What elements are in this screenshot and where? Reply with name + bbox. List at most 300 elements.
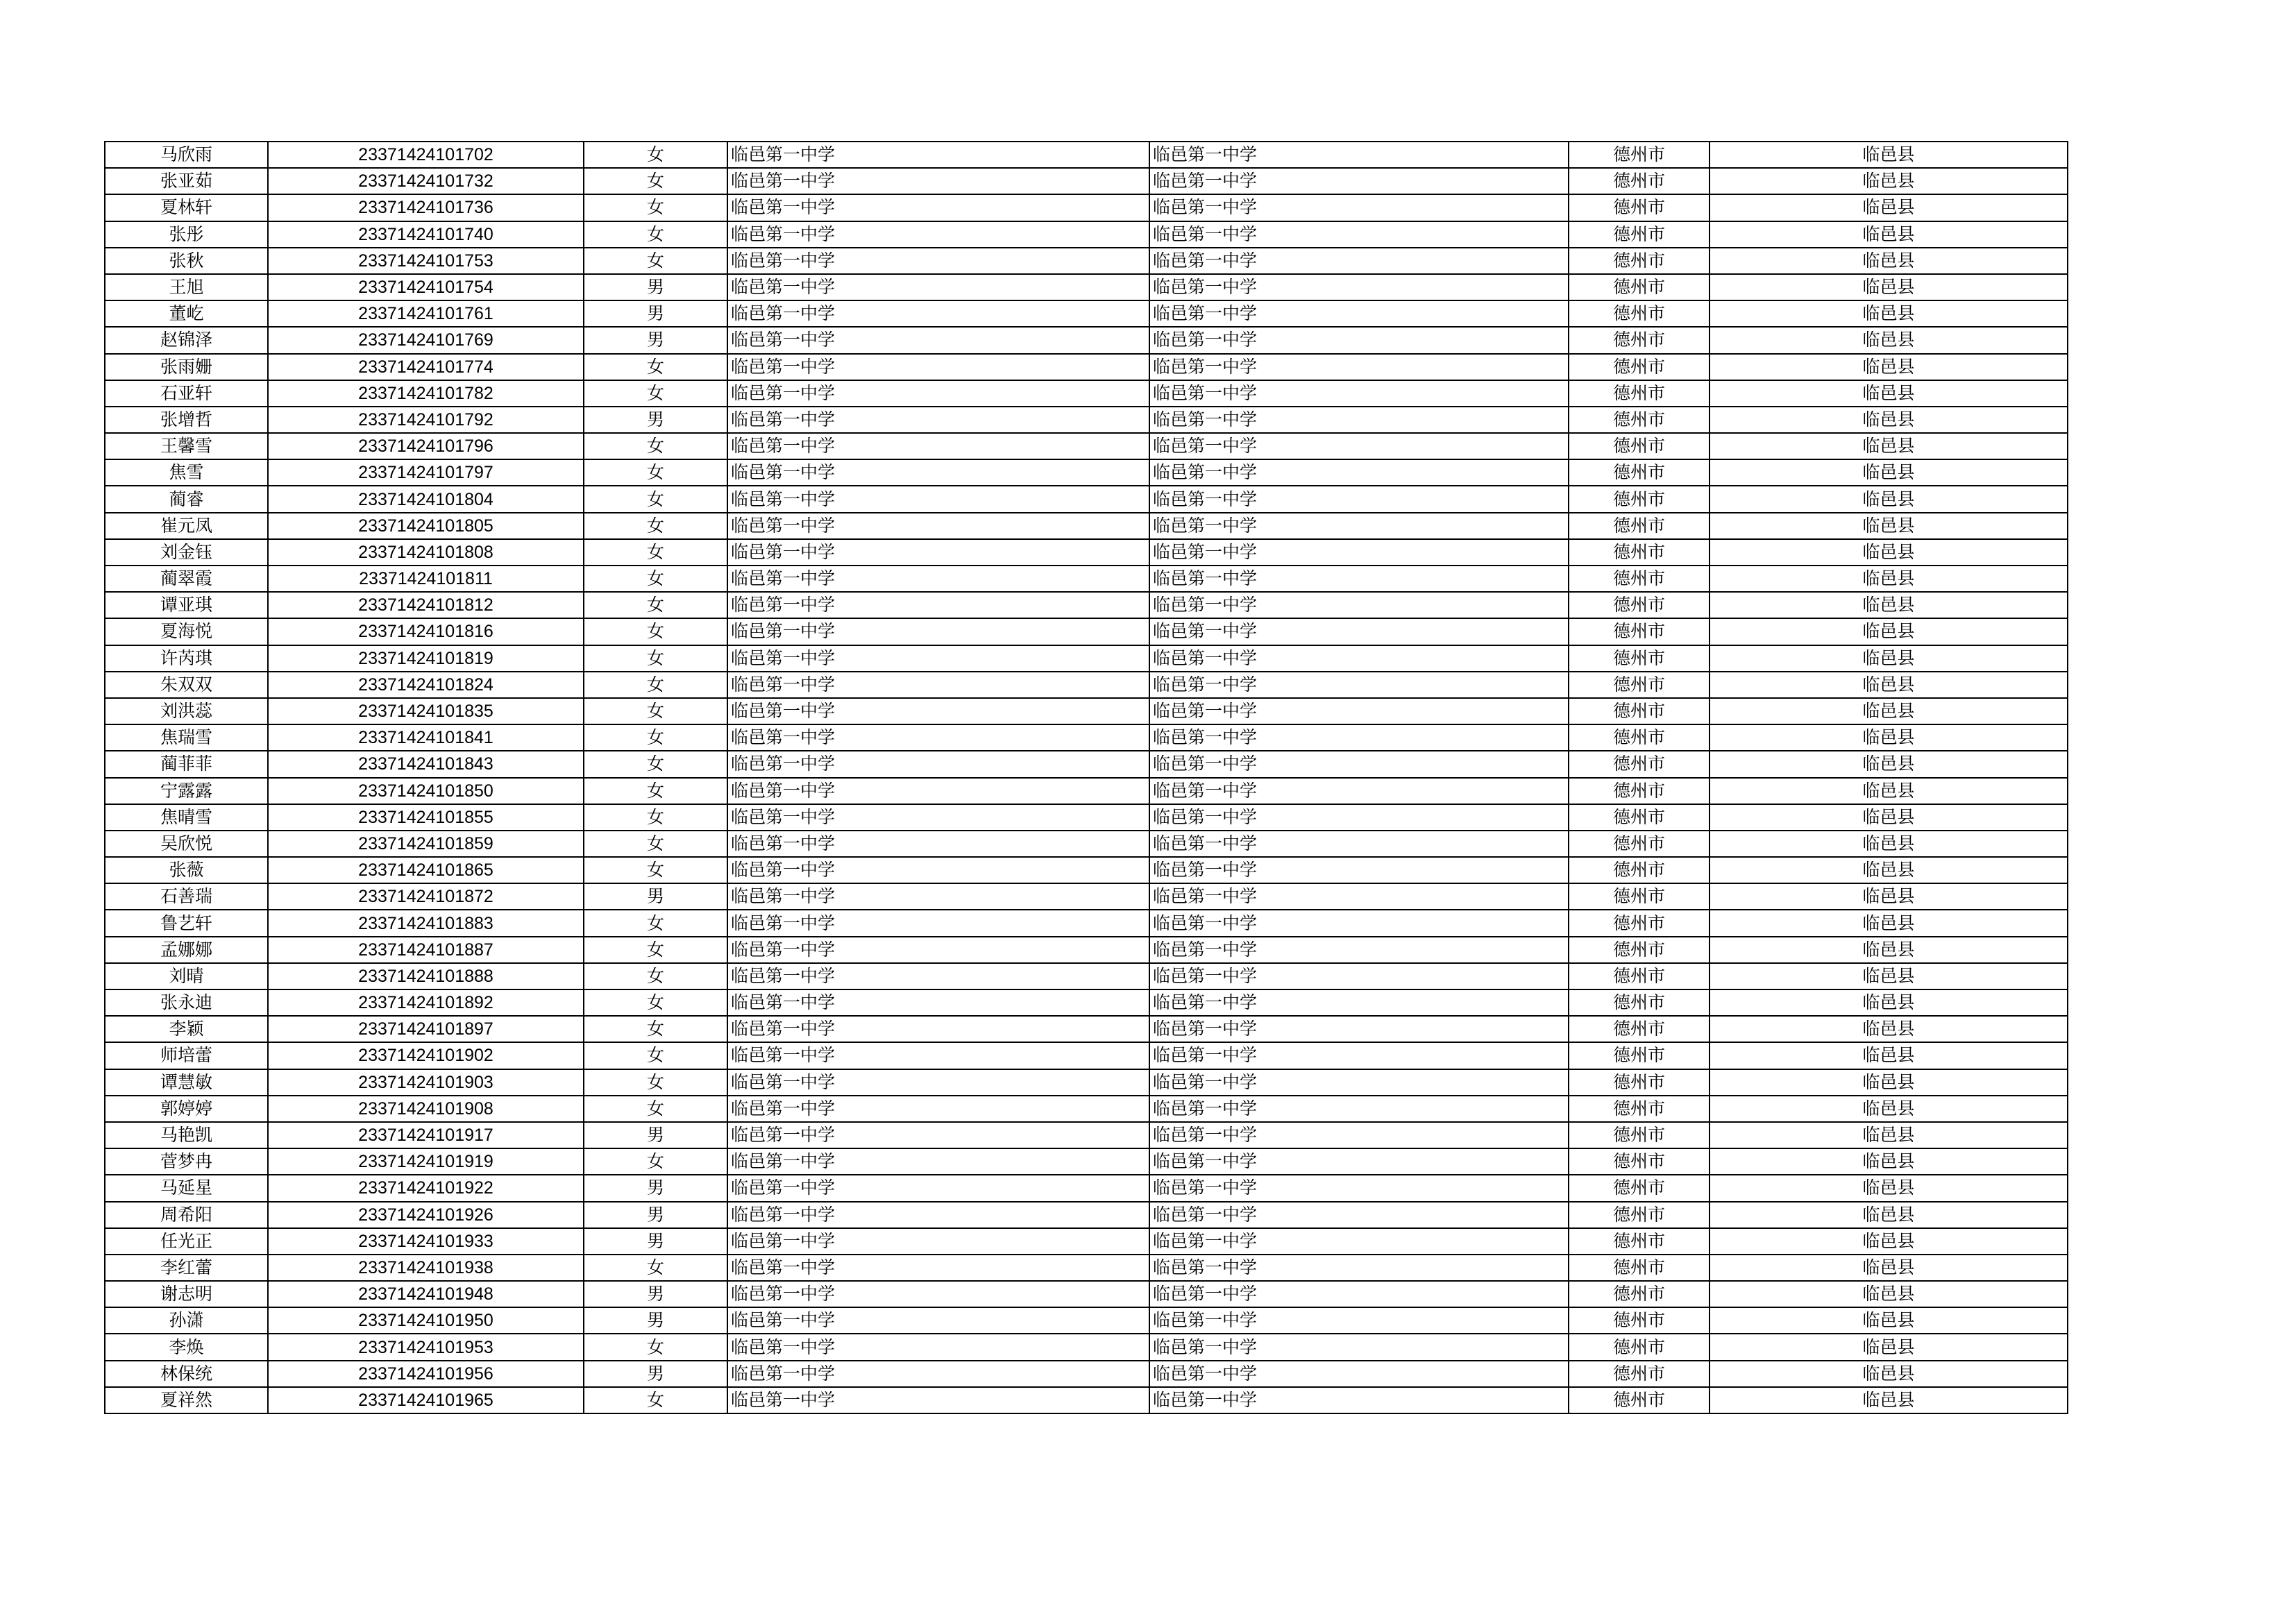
school-cell: 临邑第一中学 — [727, 142, 1149, 168]
school-cell: 临邑第一中学 — [727, 672, 1149, 698]
city-cell: 德州市 — [1569, 142, 1710, 168]
school-secondary-cell: 临邑第一中学 — [1149, 221, 1569, 248]
student-name-cell: 王馨雪 — [105, 433, 268, 459]
county-cell: 临邑县 — [1710, 1334, 2068, 1360]
school-secondary-cell: 临邑第一中学 — [1149, 433, 1569, 459]
county-cell: 临邑县 — [1710, 1096, 2068, 1122]
gender-cell: 女 — [584, 248, 727, 274]
school-cell: 临邑第一中学 — [727, 724, 1149, 751]
gender-cell: 女 — [584, 380, 727, 407]
county-cell: 临邑县 — [1710, 1122, 2068, 1148]
county-cell: 临邑县 — [1710, 248, 2068, 274]
school-secondary-cell: 临邑第一中学 — [1149, 194, 1569, 221]
county-cell: 临邑县 — [1710, 778, 2068, 804]
table-row — [105, 300, 2068, 327]
school-secondary-cell: 临邑第一中学 — [1149, 831, 1569, 857]
table-row — [105, 963, 2068, 989]
city-cell: 德州市 — [1569, 778, 1710, 804]
gender-cell: 女 — [584, 566, 727, 592]
school-cell: 临邑第一中学 — [727, 857, 1149, 883]
school-secondary-cell: 临邑第一中学 — [1149, 989, 1569, 1016]
table-row — [105, 1016, 2068, 1042]
exam-id-cell: 23371424101732 — [268, 168, 584, 194]
gender-cell: 女 — [584, 989, 727, 1016]
county-cell: 临邑县 — [1710, 1042, 2068, 1069]
table-row — [105, 486, 2068, 512]
city-cell: 德州市 — [1569, 1255, 1710, 1281]
table-row — [105, 459, 2068, 486]
school-cell: 临邑第一中学 — [727, 1016, 1149, 1042]
student-name-cell: 张亚茹 — [105, 168, 268, 194]
school-cell: 临邑第一中学 — [727, 831, 1149, 857]
school-cell: 临邑第一中学 — [727, 1096, 1149, 1122]
gender-cell: 女 — [584, 857, 727, 883]
student-name-cell: 李颖 — [105, 1016, 268, 1042]
table-row — [105, 1228, 2068, 1255]
exam-id-cell: 23371424101805 — [268, 513, 584, 539]
city-cell: 德州市 — [1569, 221, 1710, 248]
city-cell: 德州市 — [1569, 380, 1710, 407]
county-cell: 临邑县 — [1710, 274, 2068, 300]
exam-id-cell: 23371424101859 — [268, 831, 584, 857]
table-row — [105, 380, 2068, 407]
gender-cell: 女 — [584, 1255, 727, 1281]
city-cell: 德州市 — [1569, 1042, 1710, 1069]
school-cell: 临邑第一中学 — [727, 274, 1149, 300]
gender-cell: 女 — [584, 672, 727, 698]
county-cell: 临邑县 — [1710, 459, 2068, 486]
school-cell: 临邑第一中学 — [727, 910, 1149, 936]
school-secondary-cell: 临邑第一中学 — [1149, 168, 1569, 194]
school-cell: 临邑第一中学 — [727, 1387, 1149, 1413]
exam-id-cell: 23371424101702 — [268, 142, 584, 168]
table-body — [105, 142, 2068, 1413]
county-cell: 临邑县 — [1710, 1361, 2068, 1387]
city-cell: 德州市 — [1569, 539, 1710, 566]
exam-id-cell: 23371424101797 — [268, 459, 584, 486]
gender-cell: 男 — [584, 1122, 727, 1148]
gender-cell: 女 — [584, 963, 727, 989]
exam-id-cell: 23371424101953 — [268, 1334, 584, 1360]
county-cell: 临邑县 — [1710, 883, 2068, 910]
student-name-cell: 赵锦泽 — [105, 327, 268, 353]
county-cell: 临邑县 — [1710, 513, 2068, 539]
gender-cell: 女 — [584, 539, 727, 566]
student-name-cell: 谭慧敏 — [105, 1069, 268, 1096]
exam-id-cell: 23371424101761 — [268, 300, 584, 327]
table-row — [105, 592, 2068, 618]
city-cell: 德州市 — [1569, 1148, 1710, 1175]
school-cell: 临邑第一中学 — [727, 539, 1149, 566]
exam-id-cell: 23371424101965 — [268, 1387, 584, 1413]
county-cell: 临邑县 — [1710, 857, 2068, 883]
gender-cell: 男 — [584, 1202, 727, 1228]
school-cell: 临邑第一中学 — [727, 300, 1149, 327]
city-cell: 德州市 — [1569, 248, 1710, 274]
county-cell: 临邑县 — [1710, 327, 2068, 353]
table-row — [105, 433, 2068, 459]
exam-id-cell: 23371424101897 — [268, 1016, 584, 1042]
school-secondary-cell: 临邑第一中学 — [1149, 459, 1569, 486]
city-cell: 德州市 — [1569, 1096, 1710, 1122]
student-name-cell: 张秋 — [105, 248, 268, 274]
school-secondary-cell: 临邑第一中学 — [1149, 698, 1569, 724]
gender-cell: 女 — [584, 724, 727, 751]
school-secondary-cell: 临邑第一中学 — [1149, 1175, 1569, 1201]
city-cell: 德州市 — [1569, 1228, 1710, 1255]
student-name-cell: 董屹 — [105, 300, 268, 327]
school-secondary-cell: 临邑第一中学 — [1149, 248, 1569, 274]
county-cell: 临邑县 — [1710, 194, 2068, 221]
school-cell: 临邑第一中学 — [727, 1255, 1149, 1281]
county-cell: 临邑县 — [1710, 1175, 2068, 1201]
school-cell: 临邑第一中学 — [727, 1175, 1149, 1201]
school-secondary-cell: 临邑第一中学 — [1149, 1361, 1569, 1387]
school-cell: 临邑第一中学 — [727, 354, 1149, 380]
student-name-cell: 许芮琪 — [105, 645, 268, 672]
school-secondary-cell: 临邑第一中学 — [1149, 1148, 1569, 1175]
student-name-cell: 蔺菲菲 — [105, 751, 268, 777]
table-row — [105, 778, 2068, 804]
school-secondary-cell: 临邑第一中学 — [1149, 513, 1569, 539]
gender-cell: 男 — [584, 407, 727, 433]
student-name-cell: 林保统 — [105, 1361, 268, 1387]
exam-id-cell: 23371424101754 — [268, 274, 584, 300]
county-cell: 临邑县 — [1710, 1307, 2068, 1334]
exam-id-cell: 23371424101792 — [268, 407, 584, 433]
school-cell: 临邑第一中学 — [727, 1281, 1149, 1307]
school-secondary-cell: 临邑第一中学 — [1149, 1228, 1569, 1255]
exam-id-cell: 23371424101926 — [268, 1202, 584, 1228]
student-name-cell: 焦晴雪 — [105, 804, 268, 831]
county-cell: 临邑县 — [1710, 592, 2068, 618]
exam-id-cell: 23371424101816 — [268, 618, 584, 645]
exam-id-cell: 23371424101919 — [268, 1148, 584, 1175]
school-secondary-cell: 临邑第一中学 — [1149, 274, 1569, 300]
exam-id-cell: 23371424101736 — [268, 194, 584, 221]
gender-cell: 女 — [584, 592, 727, 618]
gender-cell: 男 — [584, 883, 727, 910]
table-row — [105, 751, 2068, 777]
county-cell: 临邑县 — [1710, 672, 2068, 698]
exam-id-cell: 23371424101887 — [268, 937, 584, 963]
school-secondary-cell: 临邑第一中学 — [1149, 645, 1569, 672]
table-row — [105, 1148, 2068, 1175]
city-cell: 德州市 — [1569, 937, 1710, 963]
student-name-cell: 崔元凤 — [105, 513, 268, 539]
city-cell: 德州市 — [1569, 274, 1710, 300]
city-cell: 德州市 — [1569, 618, 1710, 645]
table-row — [105, 274, 2068, 300]
school-cell: 临邑第一中学 — [727, 407, 1149, 433]
student-list-table — [104, 141, 2068, 1414]
school-cell: 临邑第一中学 — [727, 618, 1149, 645]
school-secondary-cell: 临邑第一中学 — [1149, 1387, 1569, 1413]
county-cell: 临邑县 — [1710, 618, 2068, 645]
table-row — [105, 1042, 2068, 1069]
student-name-cell: 焦雪 — [105, 459, 268, 486]
gender-cell: 男 — [584, 1307, 727, 1334]
city-cell: 德州市 — [1569, 989, 1710, 1016]
exam-id-cell: 23371424101883 — [268, 910, 584, 936]
county-cell: 临邑县 — [1710, 1069, 2068, 1096]
student-name-cell: 夏祥然 — [105, 1387, 268, 1413]
school-secondary-cell: 临邑第一中学 — [1149, 142, 1569, 168]
student-name-cell: 张彤 — [105, 221, 268, 248]
exam-id-cell: 23371424101908 — [268, 1096, 584, 1122]
school-secondary-cell: 临邑第一中学 — [1149, 486, 1569, 512]
table-row — [105, 1096, 2068, 1122]
table-row — [105, 194, 2068, 221]
table-row — [105, 221, 2068, 248]
gender-cell: 女 — [584, 831, 727, 857]
gender-cell: 女 — [584, 645, 727, 672]
exam-id-cell: 23371424101835 — [268, 698, 584, 724]
table-row — [105, 910, 2068, 936]
student-name-cell: 谭亚琪 — [105, 592, 268, 618]
school-secondary-cell: 临邑第一中学 — [1149, 724, 1569, 751]
gender-cell: 男 — [584, 327, 727, 353]
table-row — [105, 698, 2068, 724]
school-secondary-cell: 临邑第一中学 — [1149, 804, 1569, 831]
city-cell: 德州市 — [1569, 857, 1710, 883]
city-cell: 德州市 — [1569, 194, 1710, 221]
gender-cell: 女 — [584, 433, 727, 459]
school-secondary-cell: 临邑第一中学 — [1149, 1202, 1569, 1228]
exam-id-cell: 23371424101933 — [268, 1228, 584, 1255]
county-cell: 临邑县 — [1710, 1228, 2068, 1255]
county-cell: 临邑县 — [1710, 989, 2068, 1016]
student-name-cell: 师培蕾 — [105, 1042, 268, 1069]
school-cell: 临邑第一中学 — [727, 221, 1149, 248]
county-cell: 临邑县 — [1710, 963, 2068, 989]
student-name-cell: 吴欣悦 — [105, 831, 268, 857]
county-cell: 临邑县 — [1710, 831, 2068, 857]
gender-cell: 女 — [584, 618, 727, 645]
county-cell: 临邑县 — [1710, 300, 2068, 327]
school-cell: 临邑第一中学 — [727, 433, 1149, 459]
county-cell: 临邑县 — [1710, 698, 2068, 724]
school-cell: 临邑第一中学 — [727, 248, 1149, 274]
table-row — [105, 831, 2068, 857]
school-cell: 临邑第一中学 — [727, 937, 1149, 963]
student-name-cell: 谢志明 — [105, 1281, 268, 1307]
table-row — [105, 1202, 2068, 1228]
school-secondary-cell: 临邑第一中学 — [1149, 1042, 1569, 1069]
gender-cell: 女 — [584, 751, 727, 777]
city-cell: 德州市 — [1569, 168, 1710, 194]
city-cell: 德州市 — [1569, 513, 1710, 539]
city-cell: 德州市 — [1569, 883, 1710, 910]
county-cell: 临邑县 — [1710, 168, 2068, 194]
student-name-cell: 蔺睿 — [105, 486, 268, 512]
school-secondary-cell: 临邑第一中学 — [1149, 1307, 1569, 1334]
county-cell: 临邑县 — [1710, 910, 2068, 936]
city-cell: 德州市 — [1569, 300, 1710, 327]
exam-id-cell: 23371424101812 — [268, 592, 584, 618]
student-name-cell: 张永迪 — [105, 989, 268, 1016]
school-cell: 临邑第一中学 — [727, 513, 1149, 539]
county-cell: 临邑县 — [1710, 142, 2068, 168]
table-row — [105, 1334, 2068, 1360]
city-cell: 德州市 — [1569, 327, 1710, 353]
gender-cell: 女 — [584, 937, 727, 963]
exam-id-cell: 23371424101841 — [268, 724, 584, 751]
table-row — [105, 539, 2068, 566]
school-secondary-cell: 临邑第一中学 — [1149, 672, 1569, 698]
city-cell: 德州市 — [1569, 1122, 1710, 1148]
exam-id-cell: 23371424101888 — [268, 963, 584, 989]
student-name-cell: 鲁艺轩 — [105, 910, 268, 936]
school-secondary-cell: 临邑第一中学 — [1149, 354, 1569, 380]
table-row — [105, 883, 2068, 910]
exam-id-cell: 23371424101902 — [268, 1042, 584, 1069]
student-name-cell: 刘洪蕊 — [105, 698, 268, 724]
school-cell: 临邑第一中学 — [727, 1122, 1149, 1148]
school-cell: 临邑第一中学 — [727, 168, 1149, 194]
student-name-cell: 孟娜娜 — [105, 937, 268, 963]
exam-id-cell: 23371424101903 — [268, 1069, 584, 1096]
table-row — [105, 1175, 2068, 1201]
county-cell: 临邑县 — [1710, 804, 2068, 831]
school-secondary-cell: 临邑第一中学 — [1149, 407, 1569, 433]
gender-cell: 男 — [584, 1228, 727, 1255]
county-cell: 临邑县 — [1710, 1016, 2068, 1042]
gender-cell: 女 — [584, 804, 727, 831]
exam-id-cell: 23371424101740 — [268, 221, 584, 248]
city-cell: 德州市 — [1569, 407, 1710, 433]
county-cell: 临邑县 — [1710, 486, 2068, 512]
school-secondary-cell: 临邑第一中学 — [1149, 300, 1569, 327]
gender-cell: 男 — [584, 300, 727, 327]
school-cell: 临邑第一中学 — [727, 989, 1149, 1016]
city-cell: 德州市 — [1569, 804, 1710, 831]
county-cell: 临邑县 — [1710, 539, 2068, 566]
city-cell: 德州市 — [1569, 1069, 1710, 1096]
table-row — [105, 1361, 2068, 1387]
county-cell: 临邑县 — [1710, 1387, 2068, 1413]
table-row — [105, 513, 2068, 539]
student-name-cell: 王旭 — [105, 274, 268, 300]
school-secondary-cell: 临邑第一中学 — [1149, 1069, 1569, 1096]
table-row — [105, 248, 2068, 274]
school-cell: 临邑第一中学 — [727, 327, 1149, 353]
city-cell: 德州市 — [1569, 1387, 1710, 1413]
exam-id-cell: 23371424101850 — [268, 778, 584, 804]
county-cell: 临邑县 — [1710, 221, 2068, 248]
gender-cell: 女 — [584, 1096, 727, 1122]
school-secondary-cell: 临邑第一中学 — [1149, 937, 1569, 963]
table-row — [105, 618, 2068, 645]
school-cell: 临邑第一中学 — [727, 883, 1149, 910]
exam-id-cell: 23371424101855 — [268, 804, 584, 831]
student-name-cell: 焦瑞雪 — [105, 724, 268, 751]
county-cell: 临邑县 — [1710, 354, 2068, 380]
table-row — [105, 407, 2068, 433]
gender-cell: 女 — [584, 698, 727, 724]
exam-id-cell: 23371424101774 — [268, 354, 584, 380]
school-secondary-cell: 临邑第一中学 — [1149, 857, 1569, 883]
city-cell: 德州市 — [1569, 1334, 1710, 1360]
school-secondary-cell: 临邑第一中学 — [1149, 751, 1569, 777]
school-cell: 临邑第一中学 — [727, 1202, 1149, 1228]
city-cell: 德州市 — [1569, 592, 1710, 618]
city-cell: 德州市 — [1569, 831, 1710, 857]
gender-cell: 女 — [584, 1016, 727, 1042]
gender-cell: 女 — [584, 354, 727, 380]
exam-id-cell: 23371424101843 — [268, 751, 584, 777]
county-cell: 临邑县 — [1710, 1202, 2068, 1228]
city-cell: 德州市 — [1569, 724, 1710, 751]
city-cell: 德州市 — [1569, 1202, 1710, 1228]
gender-cell: 男 — [584, 1281, 727, 1307]
table-row — [105, 672, 2068, 698]
gender-cell: 男 — [584, 274, 727, 300]
school-secondary-cell: 临邑第一中学 — [1149, 618, 1569, 645]
table-row — [105, 327, 2068, 353]
city-cell: 德州市 — [1569, 486, 1710, 512]
city-cell: 德州市 — [1569, 459, 1710, 486]
student-name-cell: 李焕 — [105, 1334, 268, 1360]
school-cell: 临邑第一中学 — [727, 804, 1149, 831]
gender-cell: 女 — [584, 910, 727, 936]
county-cell: 临邑县 — [1710, 751, 2068, 777]
table-row — [105, 566, 2068, 592]
school-secondary-cell: 临邑第一中学 — [1149, 910, 1569, 936]
gender-cell: 女 — [584, 1148, 727, 1175]
gender-cell: 女 — [584, 1387, 727, 1413]
school-cell: 临邑第一中学 — [727, 645, 1149, 672]
student-name-cell: 夏林轩 — [105, 194, 268, 221]
student-name-cell: 夏海悦 — [105, 618, 268, 645]
school-cell: 临邑第一中学 — [727, 1069, 1149, 1096]
exam-id-cell: 23371424101796 — [268, 433, 584, 459]
student-name-cell: 刘金钰 — [105, 539, 268, 566]
exam-id-cell: 23371424101819 — [268, 645, 584, 672]
exam-id-cell: 23371424101922 — [268, 1175, 584, 1201]
school-secondary-cell: 临邑第一中学 — [1149, 539, 1569, 566]
school-secondary-cell: 临邑第一中学 — [1149, 566, 1569, 592]
exam-id-cell: 23371424101956 — [268, 1361, 584, 1387]
student-name-cell: 石善瑞 — [105, 883, 268, 910]
gender-cell: 女 — [584, 1042, 727, 1069]
county-cell: 临邑县 — [1710, 937, 2068, 963]
city-cell: 德州市 — [1569, 1016, 1710, 1042]
table-row — [105, 989, 2068, 1016]
gender-cell: 女 — [584, 168, 727, 194]
school-secondary-cell: 临邑第一中学 — [1149, 1255, 1569, 1281]
table-row — [105, 937, 2068, 963]
city-cell: 德州市 — [1569, 566, 1710, 592]
county-cell: 临邑县 — [1710, 380, 2068, 407]
school-secondary-cell: 临邑第一中学 — [1149, 778, 1569, 804]
county-cell: 临邑县 — [1710, 645, 2068, 672]
exam-id-cell: 23371424101948 — [268, 1281, 584, 1307]
gender-cell: 女 — [584, 1069, 727, 1096]
city-cell: 德州市 — [1569, 672, 1710, 698]
school-cell: 临邑第一中学 — [727, 1361, 1149, 1387]
school-cell: 临邑第一中学 — [727, 592, 1149, 618]
table-row — [105, 354, 2068, 380]
gender-cell: 女 — [584, 194, 727, 221]
city-cell: 德州市 — [1569, 963, 1710, 989]
school-secondary-cell: 临邑第一中学 — [1149, 1122, 1569, 1148]
school-secondary-cell: 临邑第一中学 — [1149, 1096, 1569, 1122]
gender-cell: 男 — [584, 1361, 727, 1387]
table-row — [105, 142, 2068, 168]
city-cell: 德州市 — [1569, 698, 1710, 724]
city-cell: 德州市 — [1569, 354, 1710, 380]
